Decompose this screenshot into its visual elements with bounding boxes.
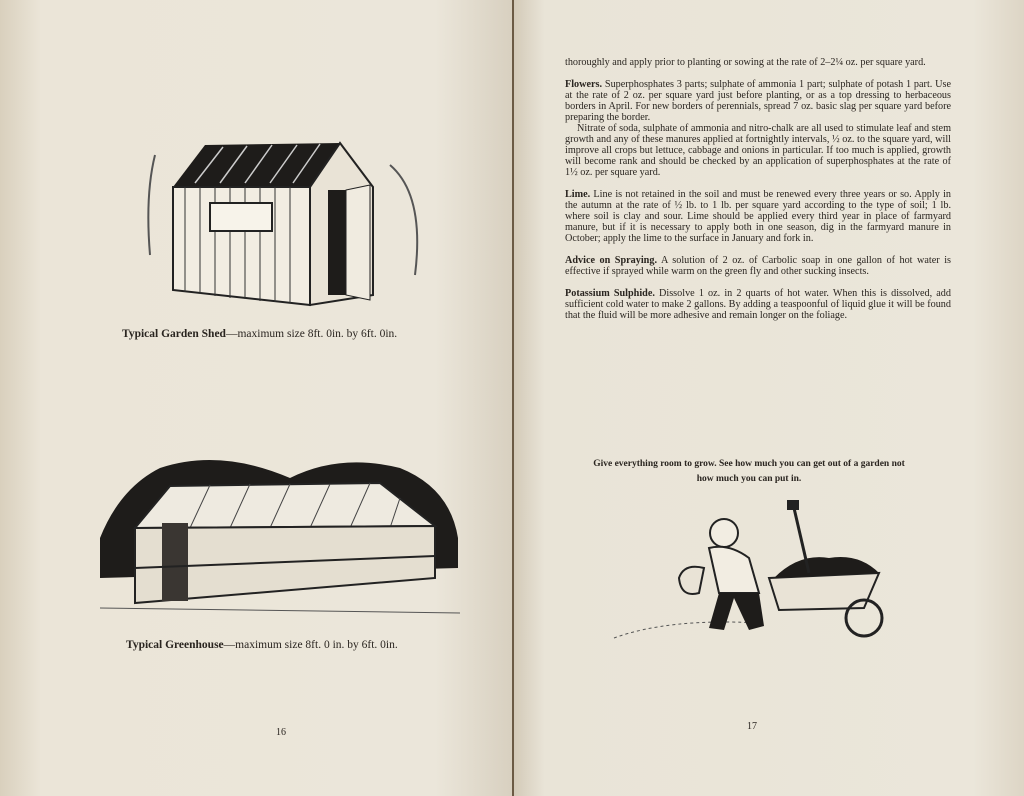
- shed-caption: [122, 328, 397, 340]
- shed-caption-text: —maximum size 8ft. 0in. by 6ft. 0in.: [225, 328, 398, 340]
- section-heading: Flowers.: [565, 79, 603, 90]
- section-potassium: [565, 288, 951, 321]
- gardener-wheelbarrow-illustration: [609, 498, 899, 648]
- section-heading: Potassium Sulphide.: [565, 288, 655, 299]
- section-spraying: [565, 255, 951, 277]
- garden-shed-illustration: [125, 135, 435, 315]
- section-flowers: [565, 79, 951, 123]
- section-text: Line is not retained in the soil and must be renewed every three years or so. Apply in the autumn at the rate of ½ lb. to 1 lb. per square yard according to the type of soil; 1 lb. where soil is clay and sour. Lime should be applied every third year in place of farmyard manure, but if it is necessary to apply both in one season, dig in the farmyard manure in October; apply the lime to the surface in January and fork in.: [565, 189, 951, 244]
- section-lime: [565, 189, 951, 244]
- section-nitrate: [565, 123, 951, 178]
- section-heading: Lime.: [565, 189, 591, 200]
- page-number: 17: [747, 721, 757, 732]
- section-text: Superphosphates 3 parts; sulphate of ammonia 1 part; sulphate of potash 1 part. Use at the rate of 2 oz. per square yard just before planting, or as a top dressing to herbaceous borders in April. For new borders of perennials, spread 7 oz. basic slag per square yard before preparing the border.: [565, 79, 951, 123]
- greenhouse-caption-title: Typical Greenhouse: [126, 639, 224, 651]
- section-heading: Advice on Spraying.: [565, 255, 657, 266]
- shed-caption-title: Typical Garden Shed: [122, 328, 226, 340]
- intro-paragraph: thoroughly and apply prior to planting or sowing at the rate of 2–2¼ oz. per square yard.: [565, 57, 926, 68]
- greenhouse-caption: [126, 639, 398, 651]
- quote-text: Give everything room to grow. See how much you can get out of a garden not how much you can put in.: [593, 459, 905, 484]
- section-text: Dissolve 1 oz. in 2 quarts of hot water. When this is dissolved, add sufficient cold water to make 2 gallons. By adding a teaspoonful of liquid glue it will be found that the fluid will be more adhesive and remain longer on the foliage.: [565, 288, 951, 321]
- page-number: 16: [276, 727, 286, 738]
- section-text: Nitrate of soda, sulphate of ammonia and nitro-chalk are all used to stimulate leaf and stem growth and any of these manures applied at fortnightly intervals, ½ oz. to the square yard, will improve all crops but lettuce, cabbage and onions in particular. If too much is applied, growth will become rank and should be checked by an application of superphosphates at the rate of 1½ oz. per square yard.: [565, 123, 951, 178]
- greenhouse-illustration: [100, 448, 460, 623]
- section-text: A solution of 2 oz. of Carbolic soap in one gallon of hot water is effective if sprayed while warm on the green fly and other sucking insects.: [565, 255, 951, 277]
- greenhouse-caption-text: —maximum size 8ft. 0 in. by 6ft. 0in.: [223, 639, 398, 651]
- body-text: [565, 57, 951, 332]
- right-page: [514, 0, 1024, 796]
